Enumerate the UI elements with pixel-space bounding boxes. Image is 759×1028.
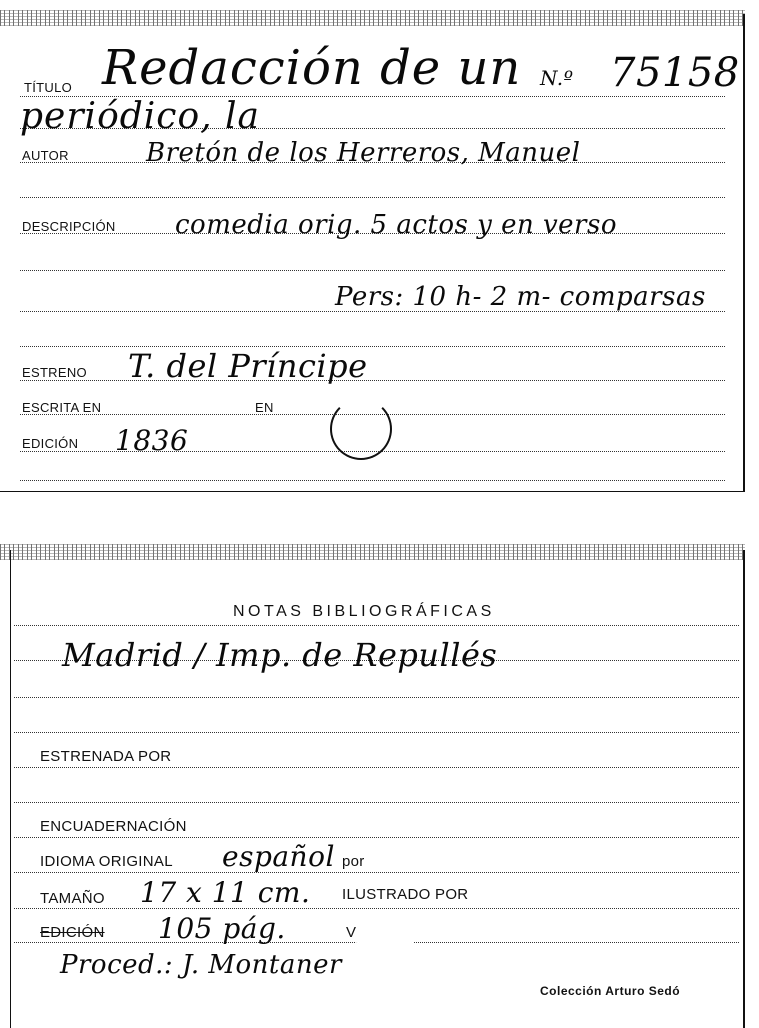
rule — [14, 802, 739, 803]
estreno-label: ESTRENO — [22, 365, 87, 380]
encuadernacion-label: ENCUADERNACIÓN — [40, 818, 187, 835]
card-bottom-edge — [0, 491, 745, 492]
number-prefix: N.º — [540, 66, 574, 90]
rule — [14, 625, 739, 626]
autor-label: AUTOR — [22, 148, 69, 163]
idioma-handwritten: español — [222, 840, 335, 873]
estreno-handwritten: T. del Príncipe — [128, 347, 368, 385]
rule — [14, 697, 739, 698]
rule — [14, 767, 739, 768]
rule — [20, 270, 725, 271]
title-handwritten-line2: periódico, la — [20, 96, 261, 137]
title-handwritten-line1: Redacción de un — [102, 40, 522, 96]
tamano-handwritten: 17 x 11 cm. — [140, 876, 311, 909]
escrita-en-label: ESCRITA EN — [22, 400, 102, 415]
card-top-edge — [0, 10, 745, 26]
rule — [20, 480, 725, 481]
descripcion-label: DESCRIPCIÓN — [22, 219, 116, 234]
rule — [14, 908, 739, 909]
proced-handwritten: Proced.: J. Montaner — [60, 950, 342, 980]
estrenada-por-label: ESTRENADA POR — [40, 748, 172, 765]
catalog-card-1 — [0, 0, 745, 492]
ilustrado-por-label: ILUSTRADO POR — [342, 886, 469, 903]
card-top-edge — [0, 544, 745, 560]
edicion-label: EDICIÓN — [22, 436, 79, 451]
redaction-blot — [350, 925, 420, 1005]
card-right-edge — [743, 550, 745, 1028]
rule — [14, 732, 739, 733]
card-right-edge — [743, 14, 745, 492]
rule — [20, 197, 725, 198]
catalog-card-2 — [0, 540, 745, 1028]
tamano-label: TAMAÑO — [40, 890, 105, 907]
rule — [20, 346, 725, 347]
rule — [14, 872, 739, 873]
author-handwritten: Bretón de los Herreros, Manuel — [146, 138, 581, 168]
titulo-label: TÍTULO — [24, 80, 73, 95]
description-handwritten-line2: Pers: 10 h- 2 m- comparsas — [335, 282, 706, 312]
en-label: EN — [255, 400, 274, 415]
rule — [20, 380, 725, 381]
edicion-label-struck: EDICIÓN — [40, 924, 105, 941]
edicion-handwritten: 1836 — [115, 424, 189, 457]
description-handwritten-line1: comedia orig. 5 actos y en verso — [175, 210, 617, 240]
idioma-original-label: IDIOMA ORIGINAL — [40, 853, 173, 870]
paginas-handwritten: 105 pág. — [158, 912, 286, 945]
v-label: V — [346, 924, 357, 941]
notas-bibliograficas-heading: NOTAS BIBLIOGRÁFICAS — [233, 603, 495, 620]
punch-hole-icon — [330, 398, 392, 460]
por-label: por — [342, 853, 365, 870]
rule — [14, 837, 739, 838]
notes-handwritten: Madrid / Imp. de Repullés — [62, 636, 498, 674]
card-left-edge — [10, 550, 11, 1028]
catalog-number: 75158 — [610, 50, 740, 96]
collection-footer: Colección Arturo Sedó — [540, 984, 681, 998]
